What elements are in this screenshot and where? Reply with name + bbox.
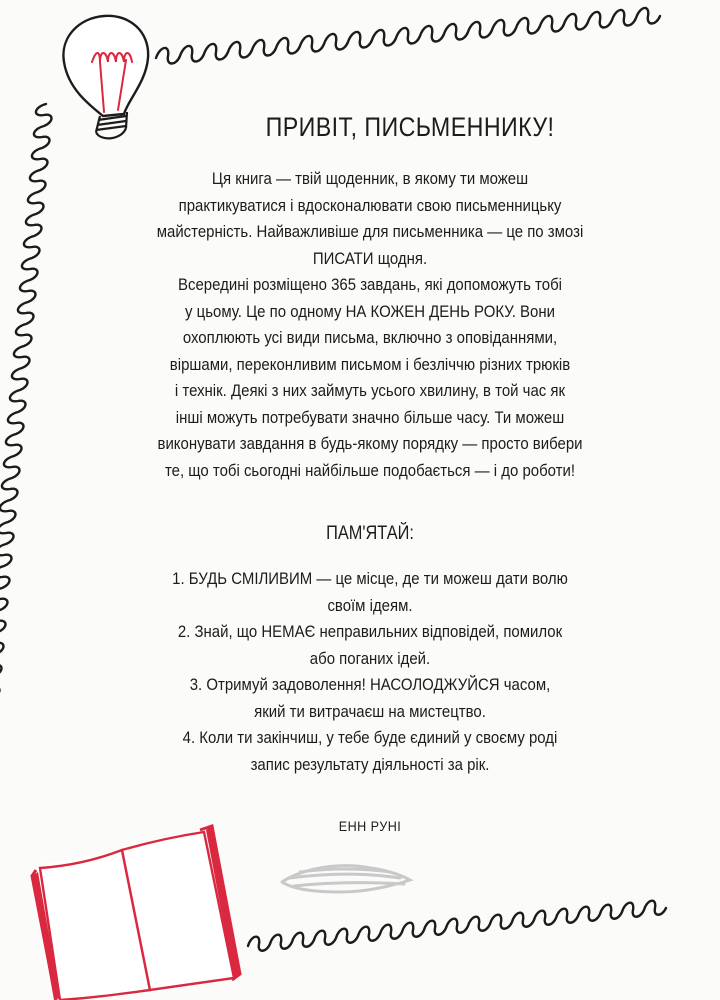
rule-item xyxy=(110,672,630,725)
rule-line: 1. БУДЬ СМІЛИВИМ — це місце, де ти можеш дати волю xyxy=(172,569,568,588)
rule-line: 4. Коли ти закінчиш, у тебе буде єдиний у своєму роді xyxy=(182,728,558,747)
rules-list xyxy=(110,566,630,778)
rule-line: своїм ідеям. xyxy=(327,595,413,615)
intro-line: Ця книга — твій щоденник, в якому ти можеш xyxy=(211,169,529,188)
intro-line: охоплюють усі види письма, включно з оповіданнями, xyxy=(182,328,558,347)
rule-line: запис результату діяльності за рік. xyxy=(250,754,490,774)
intro-line: інші можуть потребувати значно більше часу. Ти можеш xyxy=(175,407,565,427)
intro-line: і технік. Деякі з них займуть усього хвилину, в той час як xyxy=(174,381,566,400)
rule-line: 2. Знай, що НЕМАЄ неправильних відповідей, помилок xyxy=(177,622,563,641)
author-signature: ЕНН РУНІ xyxy=(338,818,402,834)
intro-line: ПИСАТИ щодня. xyxy=(312,248,428,268)
intro-line: Всередині розміщено 365 завдань, які допоможуть тобі xyxy=(178,275,562,294)
intro-line: віршами, переконливим письмом і безліччю різних трюків xyxy=(169,354,571,374)
intro-line: майстерність. Найважливіше для письменника — це по змозі xyxy=(156,222,584,241)
open-book-icon xyxy=(32,826,240,1000)
rule-line: або поганих ідей. xyxy=(309,648,431,668)
intro-line: практикуватися і вдосконалювати свою письменницьку xyxy=(178,195,562,215)
gray-scribble xyxy=(282,866,410,892)
rule-item xyxy=(110,619,630,672)
bottom-loop-border xyxy=(248,901,666,951)
intro-line: виконувати завдання в будь-якому порядку — просто вибери xyxy=(157,434,583,453)
remember-heading: ПАМ'ЯТАЙ: xyxy=(326,523,414,544)
page-title: ПРИВІТ, ПИСЬМЕННИКУ! xyxy=(265,112,555,142)
rule-line: який ти витрачаєш на мистецтво. xyxy=(254,701,486,721)
rule-item xyxy=(110,725,630,778)
intro-line: у цьому. Це по одному НА КОЖЕН ДЕНЬ РОКУ. Вони xyxy=(185,301,555,321)
lightbulb-icon xyxy=(63,16,148,139)
intro-paragraph xyxy=(110,166,630,484)
top-loop-border xyxy=(156,8,660,64)
left-loop-border xyxy=(0,104,52,852)
rule-line: 3. Отримуй задоволення! НАСОЛОДЖУЙСЯ часом, xyxy=(189,675,551,694)
rule-item xyxy=(110,566,630,619)
intro-line: те, що тобі сьогодні найбільше подобається — і до роботи! xyxy=(164,460,576,480)
